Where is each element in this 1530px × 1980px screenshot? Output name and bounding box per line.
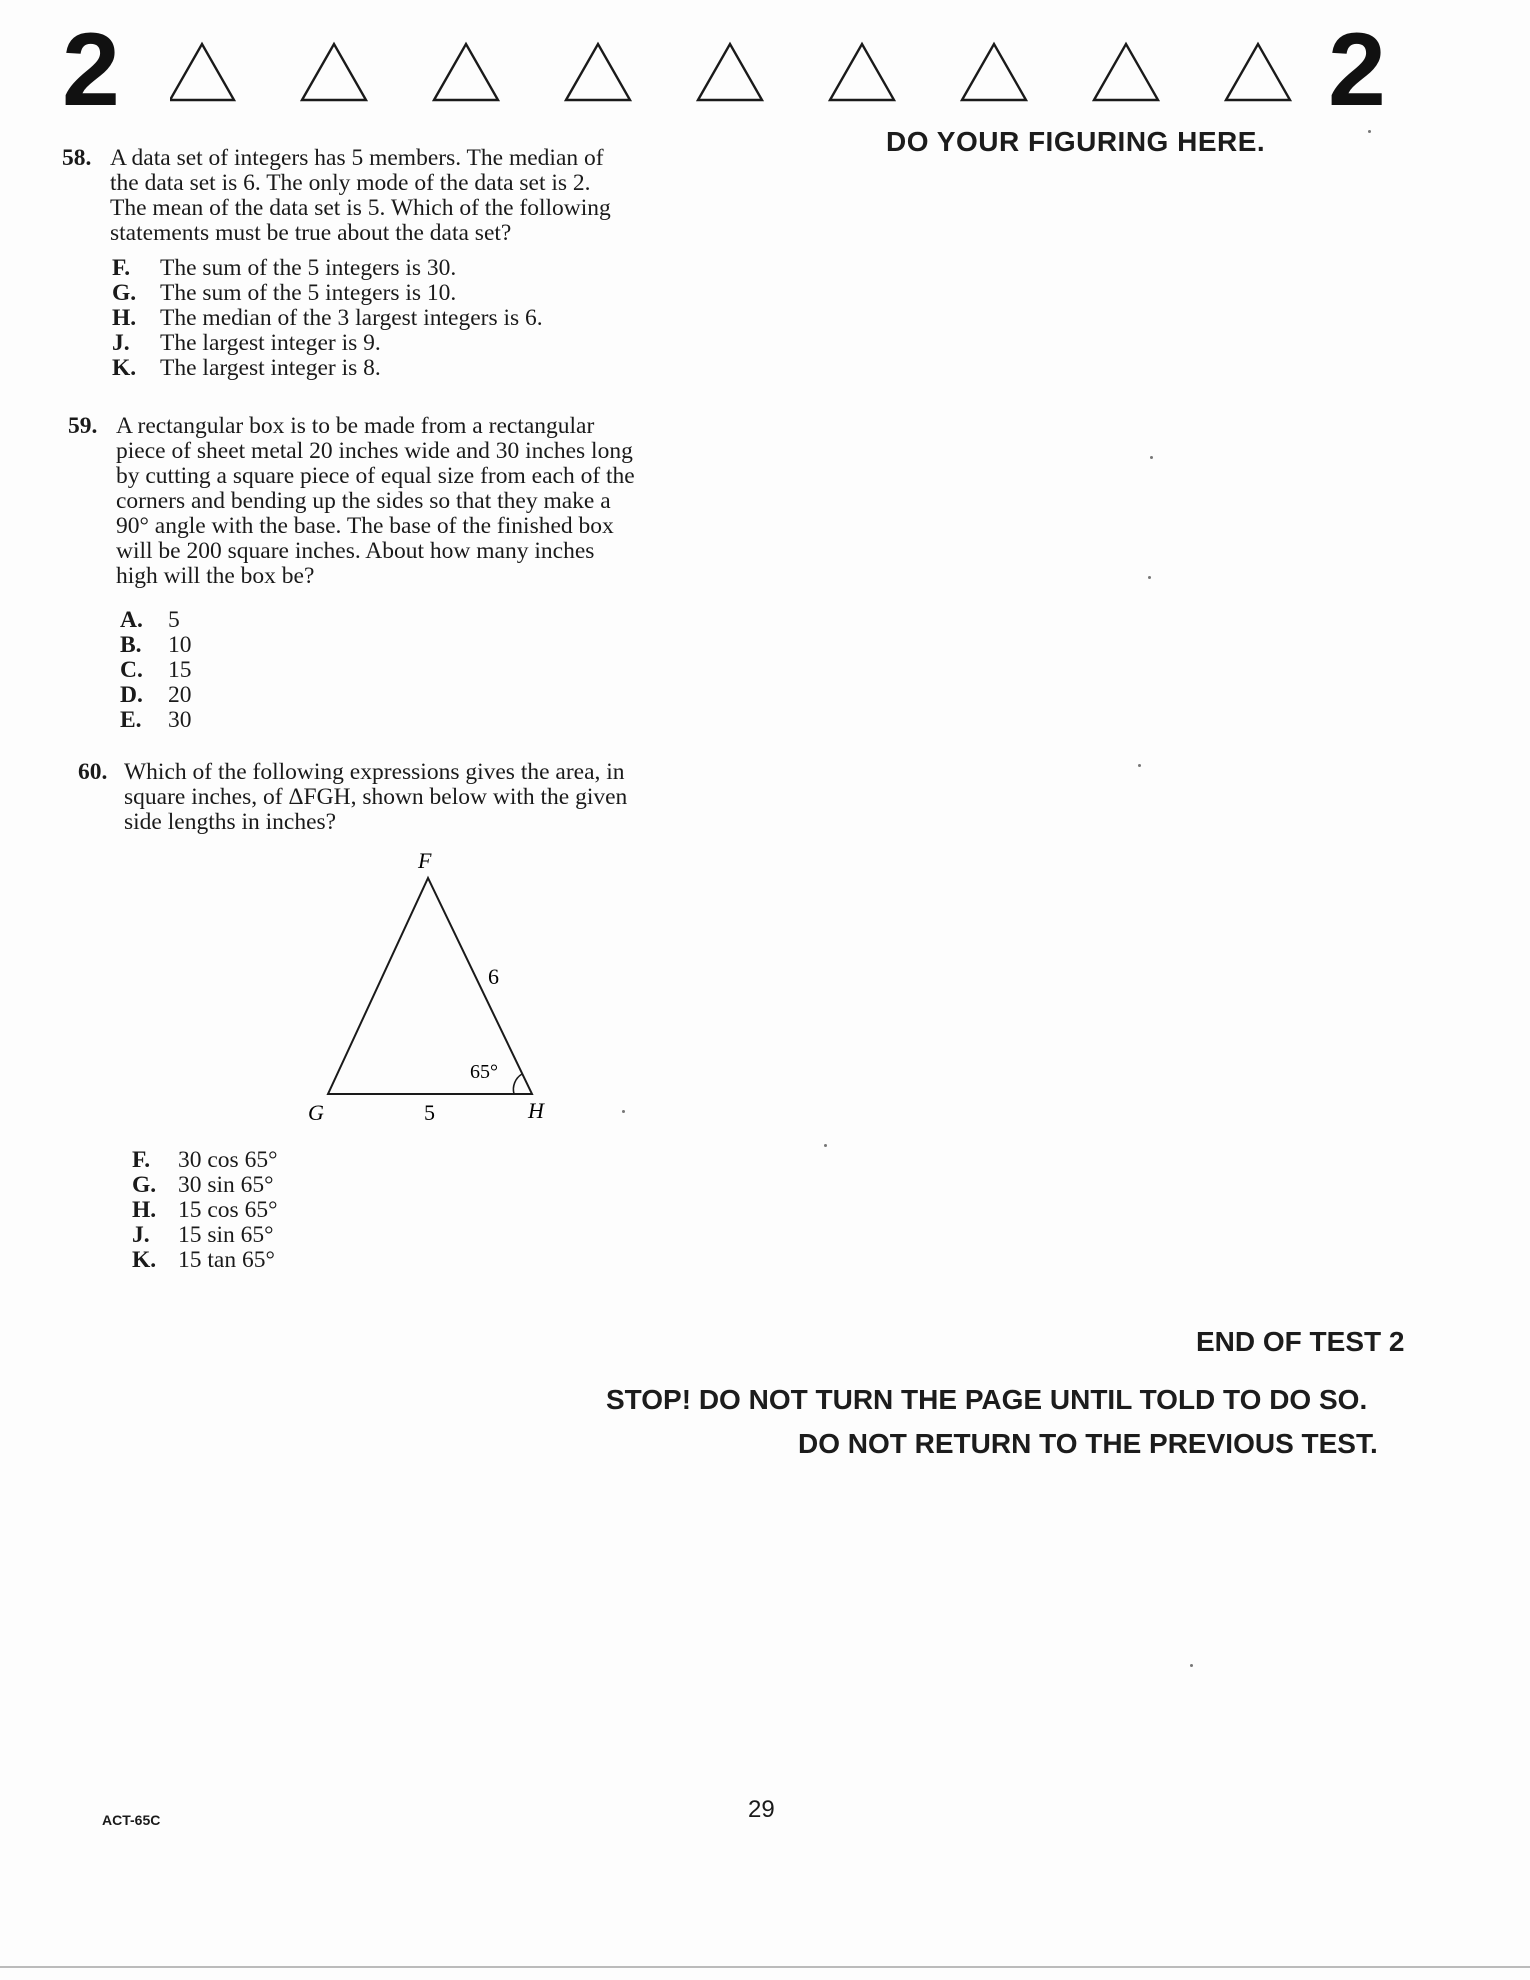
stop-instruction: STOP! DO NOT TURN THE PAGE UNTIL TOLD TO DO SO. <box>606 1384 1368 1415</box>
answer-option[interactable]: B. 10 <box>120 632 192 658</box>
options-60 <box>132 1148 277 1273</box>
question-stem: Which of the following expressions gives the area, in square inches, of ΔFGH, shown below with the given side lengths in inches? <box>124 759 628 835</box>
scan-speck <box>1148 576 1151 579</box>
question-59 <box>68 414 728 594</box>
answer-option[interactable]: F. 30 cos 65° <box>132 1147 278 1173</box>
question-stem: A data set of integers has 5 members. The median of the data set is 6. The only mode of the data set is 2. The mean of the data set is 5. Which of the following statements must be true about the data set? <box>110 145 611 246</box>
question-58 <box>62 146 722 246</box>
vertex-g-label: G <box>308 1100 324 1125</box>
figuring-area-label: DO YOUR FIGURING HERE. <box>886 126 1266 157</box>
answer-option[interactable]: E. 30 <box>120 707 192 733</box>
do-not-return-instruction: DO NOT RETURN TO THE PREVIOUS TEST. <box>798 1428 1378 1459</box>
answer-option[interactable]: D. 20 <box>120 682 192 708</box>
options-59 <box>120 608 192 733</box>
answer-option[interactable]: J. The largest integer is 9. <box>112 330 381 356</box>
scan-speck <box>1368 130 1371 133</box>
triangle-banner-icon <box>170 40 1320 102</box>
triangle-row-icons <box>170 40 1320 102</box>
page-number: 29 <box>748 1796 775 1823</box>
answer-option[interactable]: J. 15 sin 65° <box>132 1222 274 1248</box>
section-number-left: 2 <box>62 12 120 128</box>
section-number-right: 2 <box>1328 12 1386 128</box>
answer-option[interactable]: K. The largest integer is 8. <box>112 355 381 381</box>
scan-speck <box>1150 456 1153 459</box>
options-58 <box>112 256 543 381</box>
question-number: 59. <box>68 413 98 439</box>
test-form-code: ACT-65C <box>102 1812 161 1828</box>
answer-option[interactable]: H. The median of the 3 largest integers is 6. <box>112 305 543 331</box>
scan-speck <box>824 1144 827 1147</box>
triangle-fgh-diagram <box>300 842 600 1132</box>
question-number: 60. <box>78 759 108 785</box>
answer-option[interactable]: F. The sum of the 5 integers is 30. <box>112 255 457 281</box>
angle-arc-h <box>513 1074 522 1094</box>
answer-option[interactable]: H. 15 cos 65° <box>132 1197 278 1223</box>
answer-option[interactable]: C. 15 <box>120 657 192 683</box>
triangle-fgh-figure <box>300 842 600 1137</box>
scan-speck <box>1190 1664 1193 1667</box>
triangle-outline <box>328 878 532 1094</box>
answer-option[interactable]: G. 30 sin 65° <box>132 1172 274 1198</box>
end-of-test-label: END OF TEST 2 <box>1196 1326 1405 1357</box>
answer-option[interactable]: G. The sum of the 5 integers is 10. <box>112 280 457 306</box>
answer-option[interactable]: K. 15 tan 65° <box>132 1247 275 1273</box>
side-fh-label: 6 <box>488 964 499 989</box>
scan-speck <box>1138 764 1141 767</box>
vertex-f-label: F <box>418 848 432 873</box>
side-gh-label: 5 <box>424 1100 435 1125</box>
page-bottom-edge <box>0 1966 1530 1968</box>
answer-option[interactable]: A. 5 <box>120 607 180 633</box>
question-60 <box>78 760 738 840</box>
question-number: 58. <box>62 145 92 171</box>
vertex-h-label: H <box>528 1098 544 1123</box>
scan-speck <box>622 1110 625 1113</box>
question-stem: A rectangular box is to be made from a rectangular piece of sheet metal 20 inches wide and 30 inches long by cutting a square piece of equal size from each of the corners and bending up the sides so that they make a 90° angle with the base. The base of the finished box will be 200 square inches. About how many inches high will the box be? <box>116 413 635 589</box>
angle-h-label: 65° <box>470 1061 498 1083</box>
